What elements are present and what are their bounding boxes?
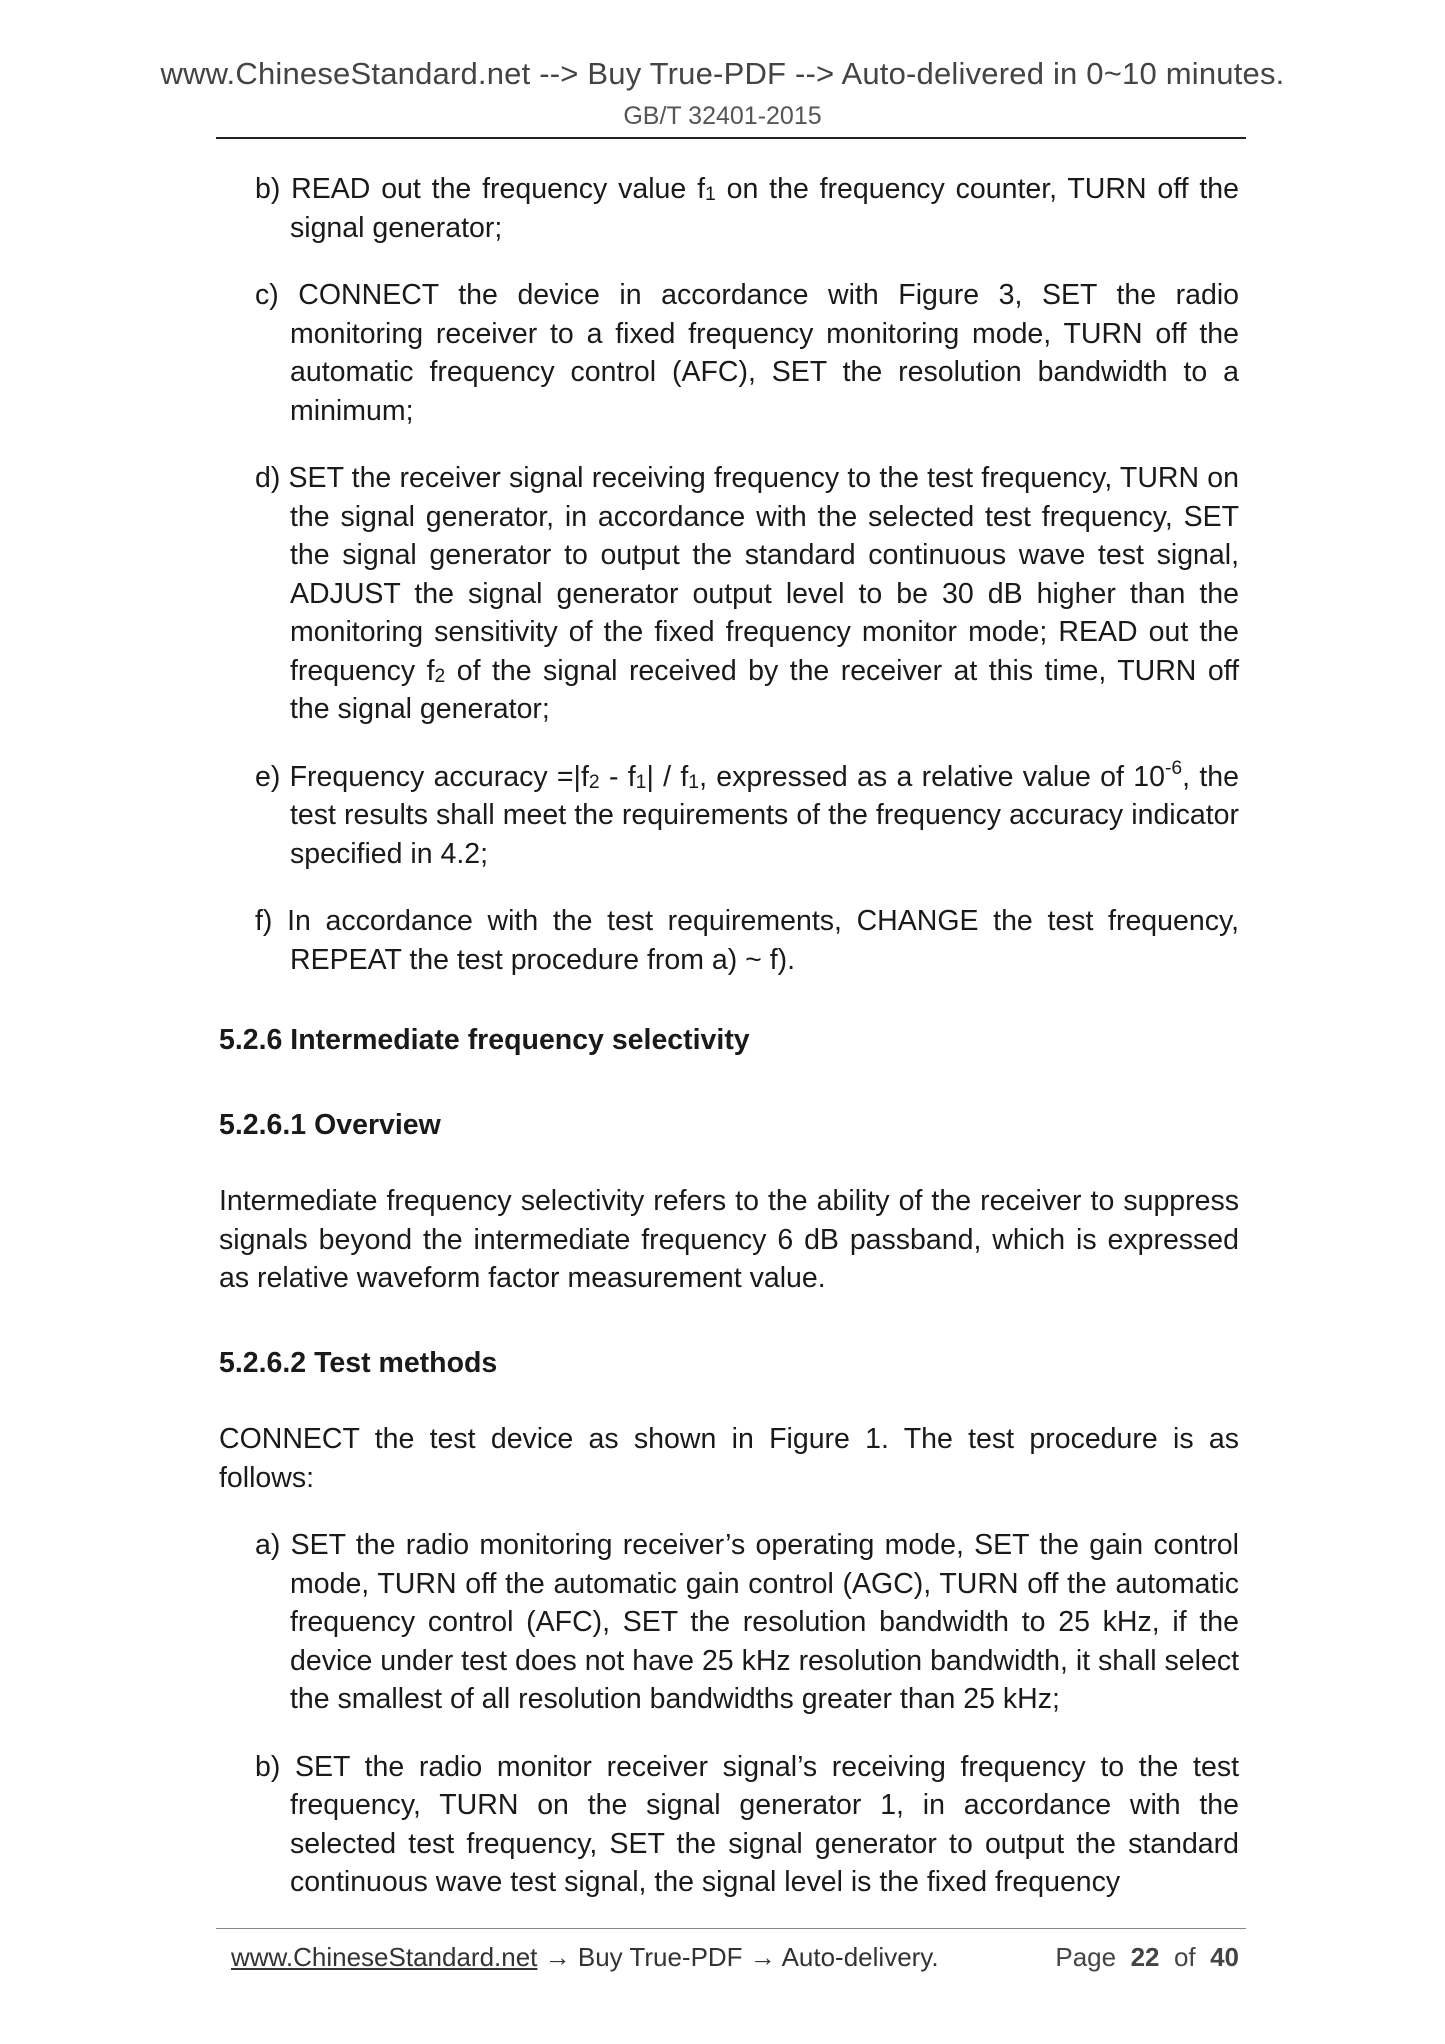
overview-paragraph: Intermediate frequency selectivity refers to the ability of the receiver to suppress signals beyond the intermediate frequency 6 dB passband, which is expressed as relative waveform factor measurement value. xyxy=(219,1185,1239,1294)
footer-promo-text: → Buy True-PDF → Auto-delivery. xyxy=(537,1942,939,1972)
step-c-connect-device: c) CONNECT the device in accordance with Figure 3, SET the radio monitoring receiver to a fixed frequency monitoring mode, TURN off the automatic frequency control (AFC), SET the resolution bandwidth to a minimum; xyxy=(255,279,1239,427)
current-page: 22 xyxy=(1130,1942,1160,1972)
step-d-set-receiver: d) SET the receiver signal receiving frequency to the test frequency, TURN on the signal generator, in accordance with the selected test frequency, SET the signal generator to output the standard continuous wave test signal, ADJUST the signal generator output level to be 30 dB higher than the monitoring sensitivity of the fixed frequency monitor mode; READ out the frequency $f_2$ of the signal received by the receiver at this time, TURN off the signal generator; xyxy=(255,462,1239,725)
step-f-change-frequency: f) In accordance with the test requirements, CHANGE the test frequency, REPEAT the test procedure from a) ~ f). xyxy=(255,905,1239,976)
page-number: Page 22 of 40 xyxy=(1055,1942,1239,1972)
page-header xyxy=(0,56,1445,131)
section-heading-5-2-6: 5.2.6 Intermediate frequency selectivity xyxy=(219,1024,750,1056)
section-heading-5-2-6-1: 5.2.6.1 Overview xyxy=(219,1108,441,1141)
methods-intro-paragraph: CONNECT the test device as shown in Figure 1. The test procedure is as follows: xyxy=(219,1423,1239,1494)
header-divider xyxy=(216,137,1246,139)
step-e-frequency-accuracy: e) Frequency accuracy $=|f_2 - f_1| / f_1$, expressed as a relative value of $10^{-6}$, the test results shall meet the requirements of the frequency accuracy indicator specified in 4.2; xyxy=(255,756,1240,870)
footer-promo xyxy=(231,1942,939,1973)
method-step-b: b) SET the radio monitor receiver signal’s receiving frequency to the test frequency, TURN on the signal generator 1, in accordance with the selected test frequency, SET the signal generator to output the standard continuous wave test signal, the signal level is the fixed frequency xyxy=(255,1750,1239,1898)
section-heading-5-2-6-2: 5.2.6.2 Test methods xyxy=(219,1346,498,1379)
method-step-a: a) SET the radio monitoring receiver’s operating mode, SET the gain control mode, TURN off the automatic gain control (AGC), TURN off the automatic frequency control (AFC), SET the resolution bandwidth to 25 kHz, if the device under test does not have 25 kHz resolution bandwidth, it shall select the smallest of all resolution bandwidths greater than 25 kHz; xyxy=(255,1529,1239,1715)
standard-number: GB/T 32401-2015 xyxy=(623,102,822,130)
step-b-read-frequency: b) READ out the frequency value $f_1$ on the frequency counter, TURN off the signal generator; xyxy=(255,173,1239,244)
footer-divider xyxy=(216,1928,1246,1929)
document-body xyxy=(219,170,1239,1931)
footer-website-link[interactable]: www.ChineseStandard.net xyxy=(231,1942,538,1972)
total-pages: 40 xyxy=(1210,1942,1239,1972)
header-title: www.ChineseStandard.net --> Buy True-PDF --> Auto-delivered in 0~10 minutes. xyxy=(160,56,1285,91)
